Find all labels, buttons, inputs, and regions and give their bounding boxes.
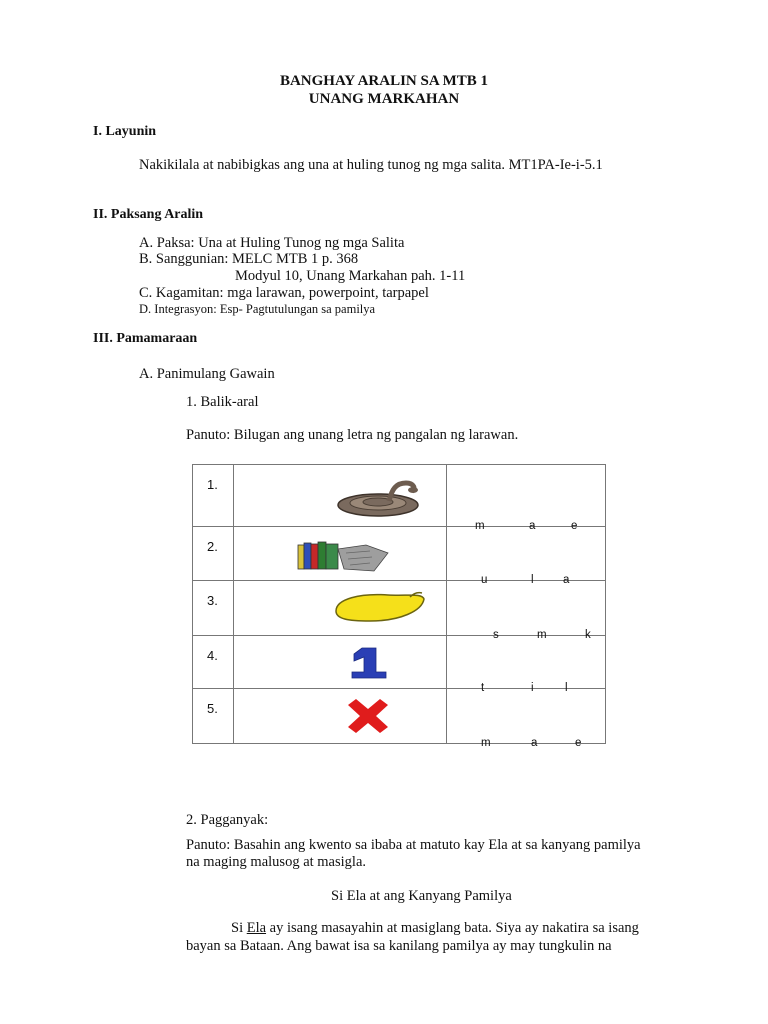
table-row (193, 581, 606, 636)
letter-choice[interactable]: a (563, 574, 570, 586)
document-subtitle: UNANG MARKAHAN (308, 91, 460, 107)
number-one-icon (344, 646, 396, 680)
balik-aral-line: 1. Balik-aral (186, 394, 259, 410)
table-row (193, 527, 606, 581)
story-name: Ela (246, 920, 267, 936)
panimulang-gawain-line: A. Panimulang Gawain (139, 366, 275, 382)
section-layunin-heading: I. Layunin (93, 124, 157, 139)
letter-choice[interactable]: u (481, 574, 488, 586)
panuto-basahin-line1: Panuto: Basahin ang kwento sa ibaba at matuto kay Ela at sa kanyang pamilya (186, 837, 641, 853)
exercise-table (192, 464, 606, 749)
letter-choice[interactable]: k (585, 629, 591, 641)
integrasyon-line: D. Integrasyon: Esp- Pagtutulungan sa pamilya (139, 302, 376, 316)
pagganyak-heading: 2. Pagganyak: (186, 812, 269, 828)
modyul-line: Modyul 10, Unang Markahan pah. 1-11 (235, 268, 466, 284)
letter-choice[interactable]: i (531, 682, 534, 694)
paksa-line: A. Paksa: Una at Huling Tunog ng mga Salita (139, 235, 405, 251)
document-title: BANGHAY ARALIN SA MTB 1 (279, 73, 489, 89)
snake-icon (334, 475, 424, 519)
letter-choice[interactable]: m (481, 737, 491, 749)
panuto-basahin-line2: na maging malusog at masigla. (186, 854, 367, 870)
letter-choice[interactable]: s (493, 629, 499, 641)
row-number: 3. (207, 593, 218, 608)
table-row (193, 689, 606, 744)
letter-choice[interactable]: a (531, 737, 538, 749)
letter-choice[interactable]: e (575, 737, 582, 749)
section-pamamaraan-heading: III. Pamamaraan (93, 331, 198, 346)
letter-choice[interactable]: a (529, 520, 536, 532)
story-title: Si Ela at ang Kanyang Pamilya (331, 888, 512, 904)
books-icon (296, 535, 396, 575)
section-paksang-aralin-heading: II. Paksang Aralin (93, 207, 204, 222)
letter-choice[interactable]: m (537, 629, 547, 641)
letter-choice[interactable]: l (565, 682, 568, 694)
letter-choice[interactable]: t (481, 682, 485, 694)
letter-choice[interactable]: m (475, 520, 485, 532)
letter-choice[interactable]: l (531, 574, 534, 586)
story-line1: Si Ela ay isang masayahin at masiglang bata. Siya ay nakatira sa isang (231, 920, 639, 936)
table-row (193, 636, 606, 689)
row-number: 5. (207, 701, 218, 716)
layunin-text: Nakikilala at nabibigkas ang una at huling tunog ng mga salita. MT1PA-Ie-i-5.1 (139, 157, 603, 173)
story-line2: bayan sa Bataan. Ang bawat isa sa kanilang pamilya ay may tungkulin na (186, 938, 612, 954)
sanggunian-line: B. Sanggunian: MELC MTB 1 p. 368 (139, 251, 359, 267)
row-number: 4. (207, 648, 218, 663)
row-number: 1. (207, 477, 218, 492)
row-number: 2. (207, 539, 218, 554)
x-mark-icon (344, 697, 392, 735)
letter-choice[interactable]: e (571, 520, 578, 532)
kagamitan-line: C. Kagamitan: mga larawan, powerpoint, tarpapel (139, 285, 429, 301)
mango-icon (330, 589, 430, 625)
panuto-bilugan-line: Panuto: Bilugan ang unang letra ng pangalan ng larawan. (186, 427, 519, 443)
table-row (193, 465, 606, 527)
